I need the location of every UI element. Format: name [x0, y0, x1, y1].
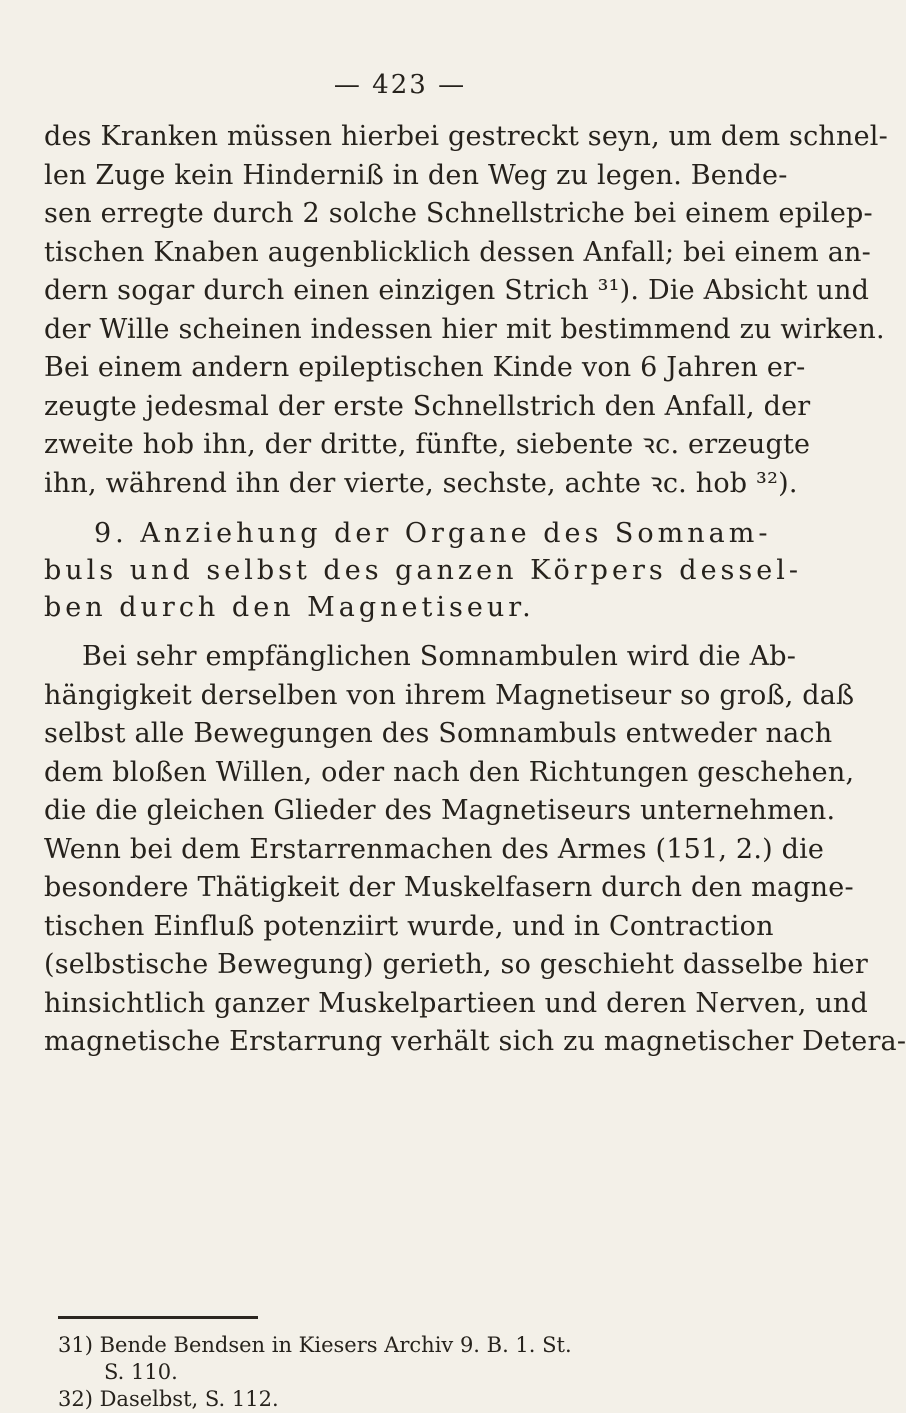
- text-line: des Kranken müssen hierbei gestreckt seyn, um dem schnel-: [44, 121, 888, 152]
- footnote-line: 32) Daselbst, S. 112.: [58, 1387, 279, 1411]
- text-line: Bei einem andern epileptischen Kinde von 6 Jahren er-: [44, 352, 806, 383]
- text-line: Bei sehr empfänglichen Somnambulen wird die Ab-: [82, 641, 797, 672]
- footnote-line: 31) Bende Bendsen in Kiesers Archiv 9. B. 1. St.: [58, 1333, 572, 1357]
- text-line: dem bloßen Willen, oder nach den Richtungen geschehen,: [44, 756, 855, 788]
- text-line: ihn, während ihn der vierte, sechste, achte ꝛc. hob ³²).: [44, 467, 798, 499]
- text-line: tischen Knaben augenblicklich dessen Anfall; bei einem an-: [44, 236, 871, 268]
- text-line: dern sogar durch einen einzigen Strich ³¹). Die Absicht und: [44, 275, 870, 306]
- footnote-rule: [58, 1316, 258, 1319]
- text-line: hängigkeit derselben von ihrem Magnetiseur so groß, daß: [44, 679, 855, 711]
- text-line: die die gleichen Glieder des Magnetiseurs unternehmen.: [44, 795, 836, 826]
- text-line: magnetische Erstarrung verhält sich zu magnetischer Detera-: [44, 1026, 906, 1057]
- text-line: hinsichtlich ganzer Muskelpartieen und deren Nerven, und: [44, 987, 868, 1019]
- body-text: [44, 118, 906, 1062]
- footnote-line: S. 110.: [104, 1360, 178, 1384]
- text-line: besondere Thätigkeit der Muskelfasern durch den magne-: [44, 872, 854, 903]
- text-line: (selbstische Bewegung) gerieth, so geschieht dasselbe hier: [44, 949, 868, 980]
- footnotes: [58, 1332, 758, 1413]
- text-line: sen erregte durch 2 solche Schnellstriche bei einem epilep-: [44, 198, 873, 229]
- section-heading-line: ben durch den Magnetiseur.: [44, 592, 535, 623]
- text-line: selbst alle Bewegungen des Somnambuls entweder nach: [44, 718, 833, 749]
- text-line: zeugte jedesmal der erste Schnellstrich den Anfall, der: [44, 390, 811, 422]
- text-line: tischen Einfluß potenziirt wurde, und in Contraction: [44, 910, 774, 942]
- text-line: der Wille scheinen indessen hier mit bestimmend zu wirken.: [44, 313, 885, 345]
- section-heading-line: buls und selbst des ganzen Körpers dessel-: [44, 555, 803, 586]
- text-line: len Zuge kein Hinderniß in den Weg zu legen. Bende-: [44, 159, 788, 191]
- text-line: Wenn bei dem Erstarrenmachen des Armes (151, 2.) die: [44, 833, 825, 865]
- page-number: — 423 —: [333, 70, 467, 100]
- text-line: zweite hob ihn, der dritte, fünfte, siebente ꝛc. erzeugte: [44, 429, 811, 460]
- section-heading-line: 9. Anziehung der Organe des Somnam-: [94, 518, 772, 549]
